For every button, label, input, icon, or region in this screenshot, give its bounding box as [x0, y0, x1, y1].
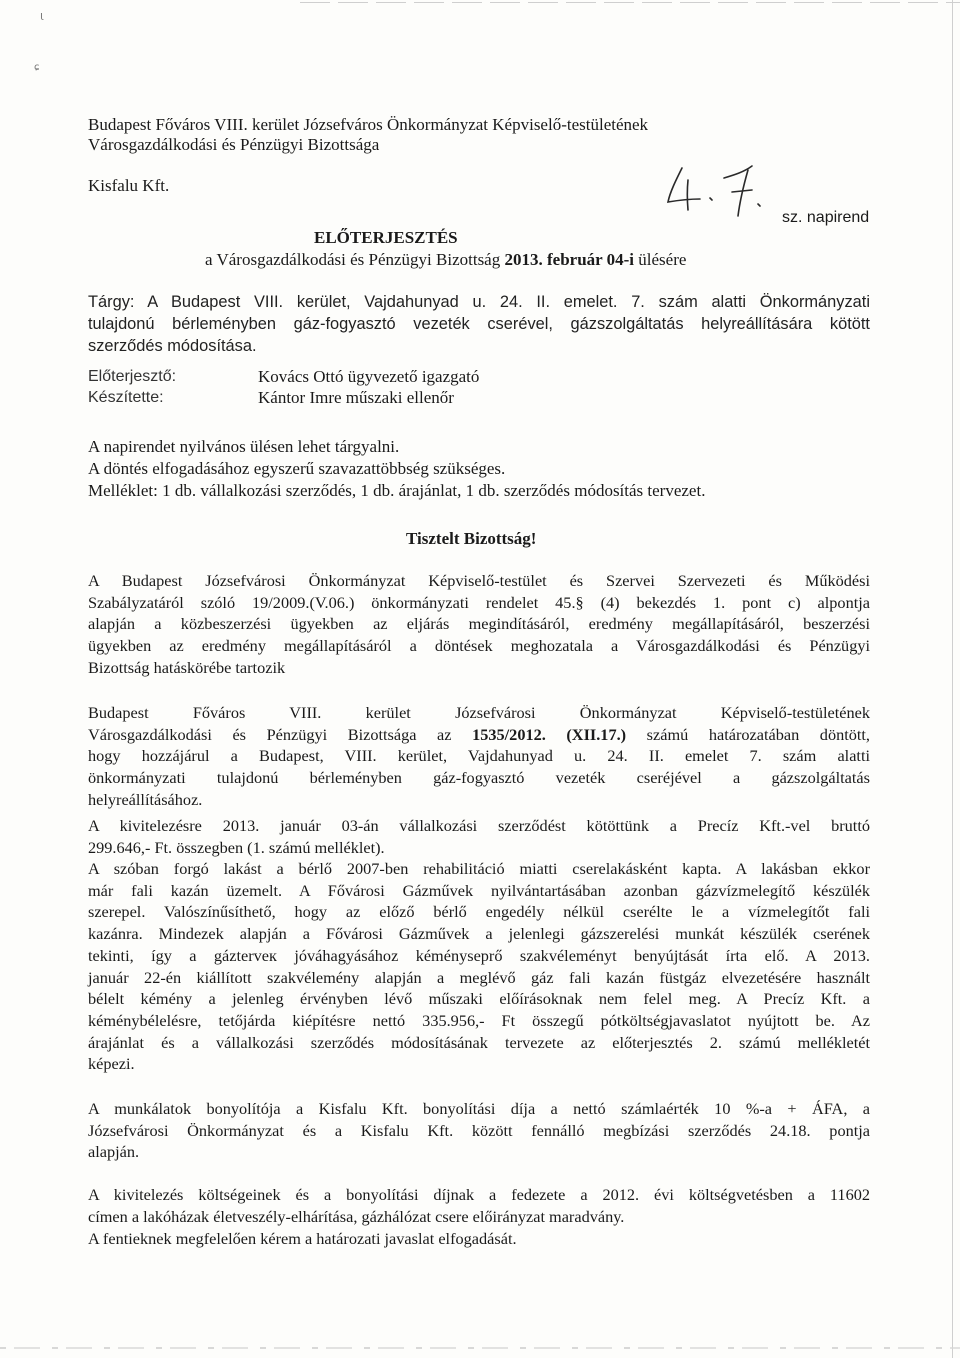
header-line-2: Városgazdálkodási és Pénzügyi Bizottsága — [88, 135, 380, 154]
note-majority: A döntés elfogadásához egyszerű szavazattöbbség szükséges. — [88, 459, 506, 478]
presenter-name: Kovács Ottó ügyvezető igazgató — [258, 367, 480, 386]
meeting-date: 2013. február 04-i — [504, 250, 635, 269]
subtitle-text: a Városgazdálkodási és Pénzügyi Bizottság — [205, 250, 505, 269]
paragraph-line: 299.646,- Ft. összegben (1. számú melléklet). — [88, 837, 385, 857]
paragraph-contract — [88, 815, 870, 858]
subtitle-end: ülésére — [634, 250, 687, 269]
paragraph-line: A Budapest Józsefvárosi Önkormányzat Képviselő-testület és Szervei Szervezeti és Működési — [88, 571, 870, 590]
resolution-number: 1535/2012. (XII.17.) — [472, 724, 627, 744]
agenda-label: sz. napirend — [782, 209, 870, 226]
paragraph-line: hogy hozzájárul a Budapest, VIII. kerület, Vajdahunyad u. 24. II. emelet 7. szám alatti — [88, 746, 870, 766]
paragraph-line: önkormányzati tulajdonú bérleményben gáz-fogyasztó vezeték cseréjével a gázszolgáltatás — [88, 768, 870, 788]
paragraph-line: árajánlat és a vállalkozási szerződés módosításának tervezete az előterjesztés 2. számú mellékletét — [88, 1032, 870, 1052]
paragraph-line: A kivitelezésre 2013. január 03-án vállalkozási szerződést kötöttünk a Precíz Kft.-vel bruttó — [88, 816, 870, 835]
scan-mark: ɕ — [34, 62, 40, 73]
paragraph-line: alapján a közbeszerzési ügyekben az eljárás megindításáról, eredmény megállapításáról, beszerzési — [88, 614, 870, 634]
paragraph-decision — [88, 702, 870, 811]
paragraph-line: Budapest Főváros VIII. kerület Józsefvárosi Önkormányzat Képviselő-testületének — [88, 703, 870, 722]
paragraph-background — [88, 858, 870, 1075]
subject-line: Tárgy: A Budapest VIII. kerület, Vajdahunyad u. 24. II. emelet. 7. szám alatti Önkormányzati — [88, 293, 870, 311]
paragraph-management-fee — [88, 1098, 870, 1163]
handwritten-agenda-number — [660, 158, 775, 238]
header-line-1: Budapest Főváros VIII. kerület Józsefváros Önkormányzat Képviselő-testületének — [88, 115, 649, 134]
paragraph-line: A munkálatok bonyolítója a Kisfalu Kft. bonyolítási díja a nettó számlaérték 10 %-a + ÁFA, a — [88, 1099, 870, 1118]
paragraph-line: tekinti, így a gázterveк jóváhagyásához kéményseprő szakvéleményt benyújtását írta elő. A 2013. — [88, 945, 870, 965]
paragraph-request: A fentieknek megfelelően kérem a határozati javaslat elfogadását. — [88, 1229, 517, 1248]
paragraph-line: A kivitelezés költségeinek és a bonyolítási díjnak a fedezete a 2012. évi költségvetésben a 11602 — [88, 1185, 870, 1204]
scan-edge-bottom — [0, 1347, 960, 1349]
document-subtitle — [205, 250, 686, 270]
paragraph-line: A szóban forgó lakást a bérlő 2007-ben rehabilitáció miatti cserelakásként kapta. A lakásban ekkor — [88, 859, 870, 878]
paragraph-line: Szabályzatáról szóló 19/2009.(V.06.) önkormányzati rendelet 45.§ (4) bekezdés 1. pont c) alpontja — [88, 592, 870, 612]
subject-line: tulajdonú bérleményben gáz-fogyasztó vezeték cserével, gázszolgáltatás helyreállítására kötött — [88, 315, 870, 333]
presenter-label: Előterjesztő: — [88, 368, 177, 385]
subject-block — [88, 291, 870, 357]
paragraph-line: szerepel. Valószínűsíthető, hogy az előző bérlő engedély nélkül cserélte le a vízmelegítőt fali — [88, 902, 870, 922]
scan-edge-top — [300, 2, 960, 3]
subject-line: szerződés módosítása. — [88, 337, 257, 355]
paragraph-line: címen a lakóházak életveszély-elhárítása, gázhálózat csere előirányzat maradvány. — [88, 1206, 625, 1226]
paragraph-line: képezi. — [88, 1054, 135, 1074]
note-attachments: Melléklet: 1 db. vállalkozási szerződés, 1 db. árajánlat, 1 db. szerződés módosítás tervezet. — [88, 481, 706, 500]
paragraph-line: Bizottság hatáskörébe tartozik — [88, 657, 286, 677]
paragraph-line: helyreállításához. — [88, 789, 203, 809]
note-public: A napirendet nyilvános ülésen lehet tárgyalni. — [88, 437, 400, 456]
paragraph-funding — [88, 1184, 870, 1227]
paragraph-line: január 22-én kiállított szakvélemény alapján a meglévő gáz fali kazán füstgáz elvezetésére használt — [88, 967, 870, 987]
paragraph-line: alapján. — [88, 1142, 140, 1162]
paragraph-text: Városgazdálkodási és Pénzügyi Bizottsága az — [88, 724, 473, 744]
paragraph-line: kéménybélelésre, tetőjárda kiépítésre nettó 335.956,- Ft összegű pótköltségjavaslatot nyújtott be. Az — [88, 1010, 870, 1030]
salutation: Tisztelt Bizottság! — [406, 529, 537, 548]
paragraph-line: kazánra. Mindezek alapján a Fővárosi Gázművek a jelenlegi gázszerelési munkát készülék cserének — [88, 924, 870, 944]
paragraph-line — [88, 724, 870, 746]
paragraph-line: Józsefvárosi Önkormányzat és a Kisfalu Kft. között fennálló megbízási szerződés 24.18. pontja — [88, 1120, 870, 1140]
scan-mark: Ɩ — [40, 12, 44, 23]
document-title: ELŐTERJESZTÉS — [314, 228, 458, 247]
author-name: Kántor Imre műszaki ellenőr — [258, 388, 454, 407]
paragraph-line: bélelt kémény a jelenleg érvényben lévő műszaki előírásoknak nem felel meg. A Precíz Kft. a — [88, 989, 870, 1009]
paragraph-line: már fali kazán üzemelt. A Fővárosi Gázművek nyilvántartásában azonban gázvízmelegítő készülék — [88, 880, 870, 900]
paragraph-competence — [88, 570, 870, 679]
header-company: Kisfalu Kft. — [88, 176, 170, 195]
paragraph-line: ügyekben az eredmény megállapításáról a döntések meghozatala a Városgazdálkodási és Pénzügyi — [88, 636, 870, 656]
author-label: Készítette: — [88, 389, 164, 406]
paragraph-text: számú határozatában döntött, — [626, 724, 871, 744]
scan-edge-right — [952, 0, 953, 1358]
